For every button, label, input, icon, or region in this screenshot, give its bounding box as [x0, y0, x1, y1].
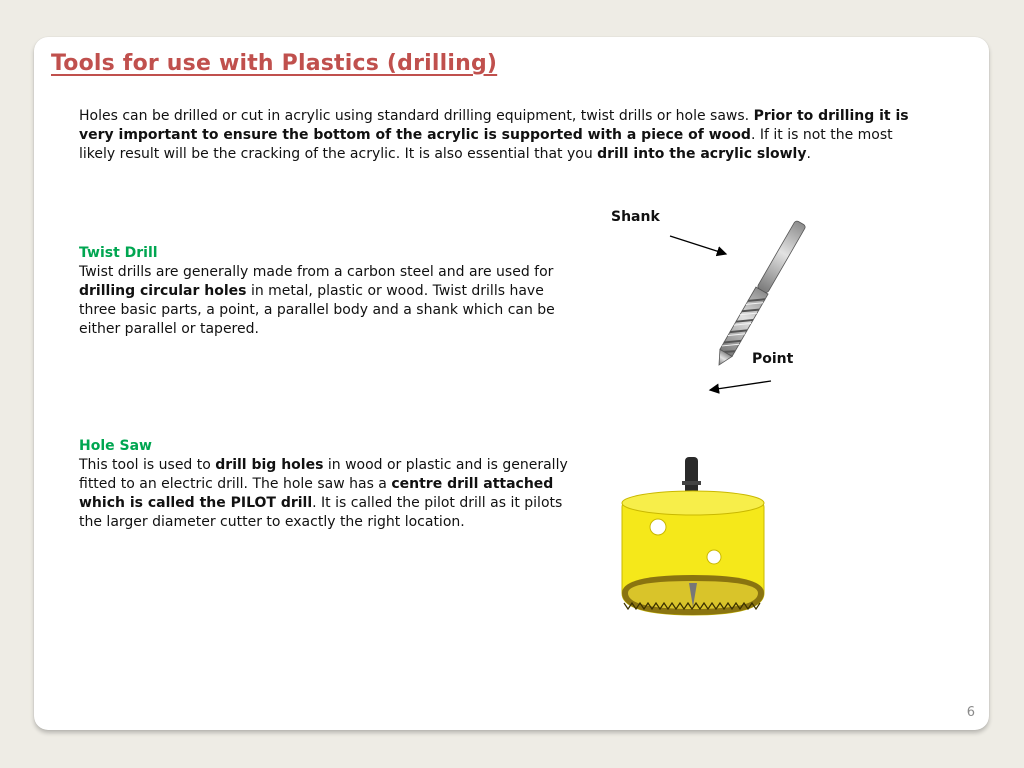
twist-drill-illustration [614, 212, 814, 397]
shank-arrow [670, 236, 726, 254]
hole-saw-text-2: in wood or plastic and is generally fitted to an electric drill. The hole saw has a [79, 457, 568, 492]
twist-drill-icon [713, 220, 807, 369]
intro-bold-2: drill into the acrylic slowly [597, 146, 807, 162]
intro-text-2: . If it is not the most likely result will be the cracking of the acrylic. It is also essential that you [79, 127, 893, 162]
page-number: 6 [966, 705, 975, 720]
point-label: Point [752, 351, 794, 367]
twist-drill-text-1: Twist drills are generally made from a carbon steel and are used for [79, 264, 554, 280]
intro-text-1: Holes can be drilled or cut in acrylic using standard drilling equipment, twist drills or hole saws. [79, 108, 754, 124]
twist-drill-text-2: in metal, plastic or wood. Twist drills have three basic parts, a point, a parallel body and a shank which can be either parallel or tapered. [79, 283, 555, 337]
hole-saw-section [79, 437, 579, 532]
twist-drill-bold-1: drilling circular holes [79, 283, 247, 299]
hole-saw-illustration [614, 455, 772, 625]
slide-title: Tools for use with Plastics (drilling) [51, 51, 498, 76]
hole-saw-text-1: This tool is used to [79, 457, 216, 473]
shank-label: Shank [611, 209, 660, 225]
hole-saw-bold-1: drill big holes [215, 457, 324, 473]
hole-saw-heading: Hole Saw [79, 438, 152, 454]
point-arrow [710, 381, 771, 390]
slide [34, 37, 989, 730]
hole-saw-bold-2: centre drill attached which is called the PILOT drill [79, 476, 554, 511]
intro-bold-1: Prior to drilling it is very important to ensure the bottom of the acrylic is supported with a piece of wood [79, 108, 909, 143]
intro-paragraph [79, 107, 924, 164]
hole-saw-text-3: . It is called the pilot drill as it pilots the larger diameter cutter to exactly the right location. [79, 495, 563, 530]
twist-drill-section [79, 244, 559, 339]
hole-saw-icon [622, 491, 764, 615]
twist-drill-heading: Twist Drill [79, 245, 158, 261]
intro-text-3: . [806, 146, 811, 162]
